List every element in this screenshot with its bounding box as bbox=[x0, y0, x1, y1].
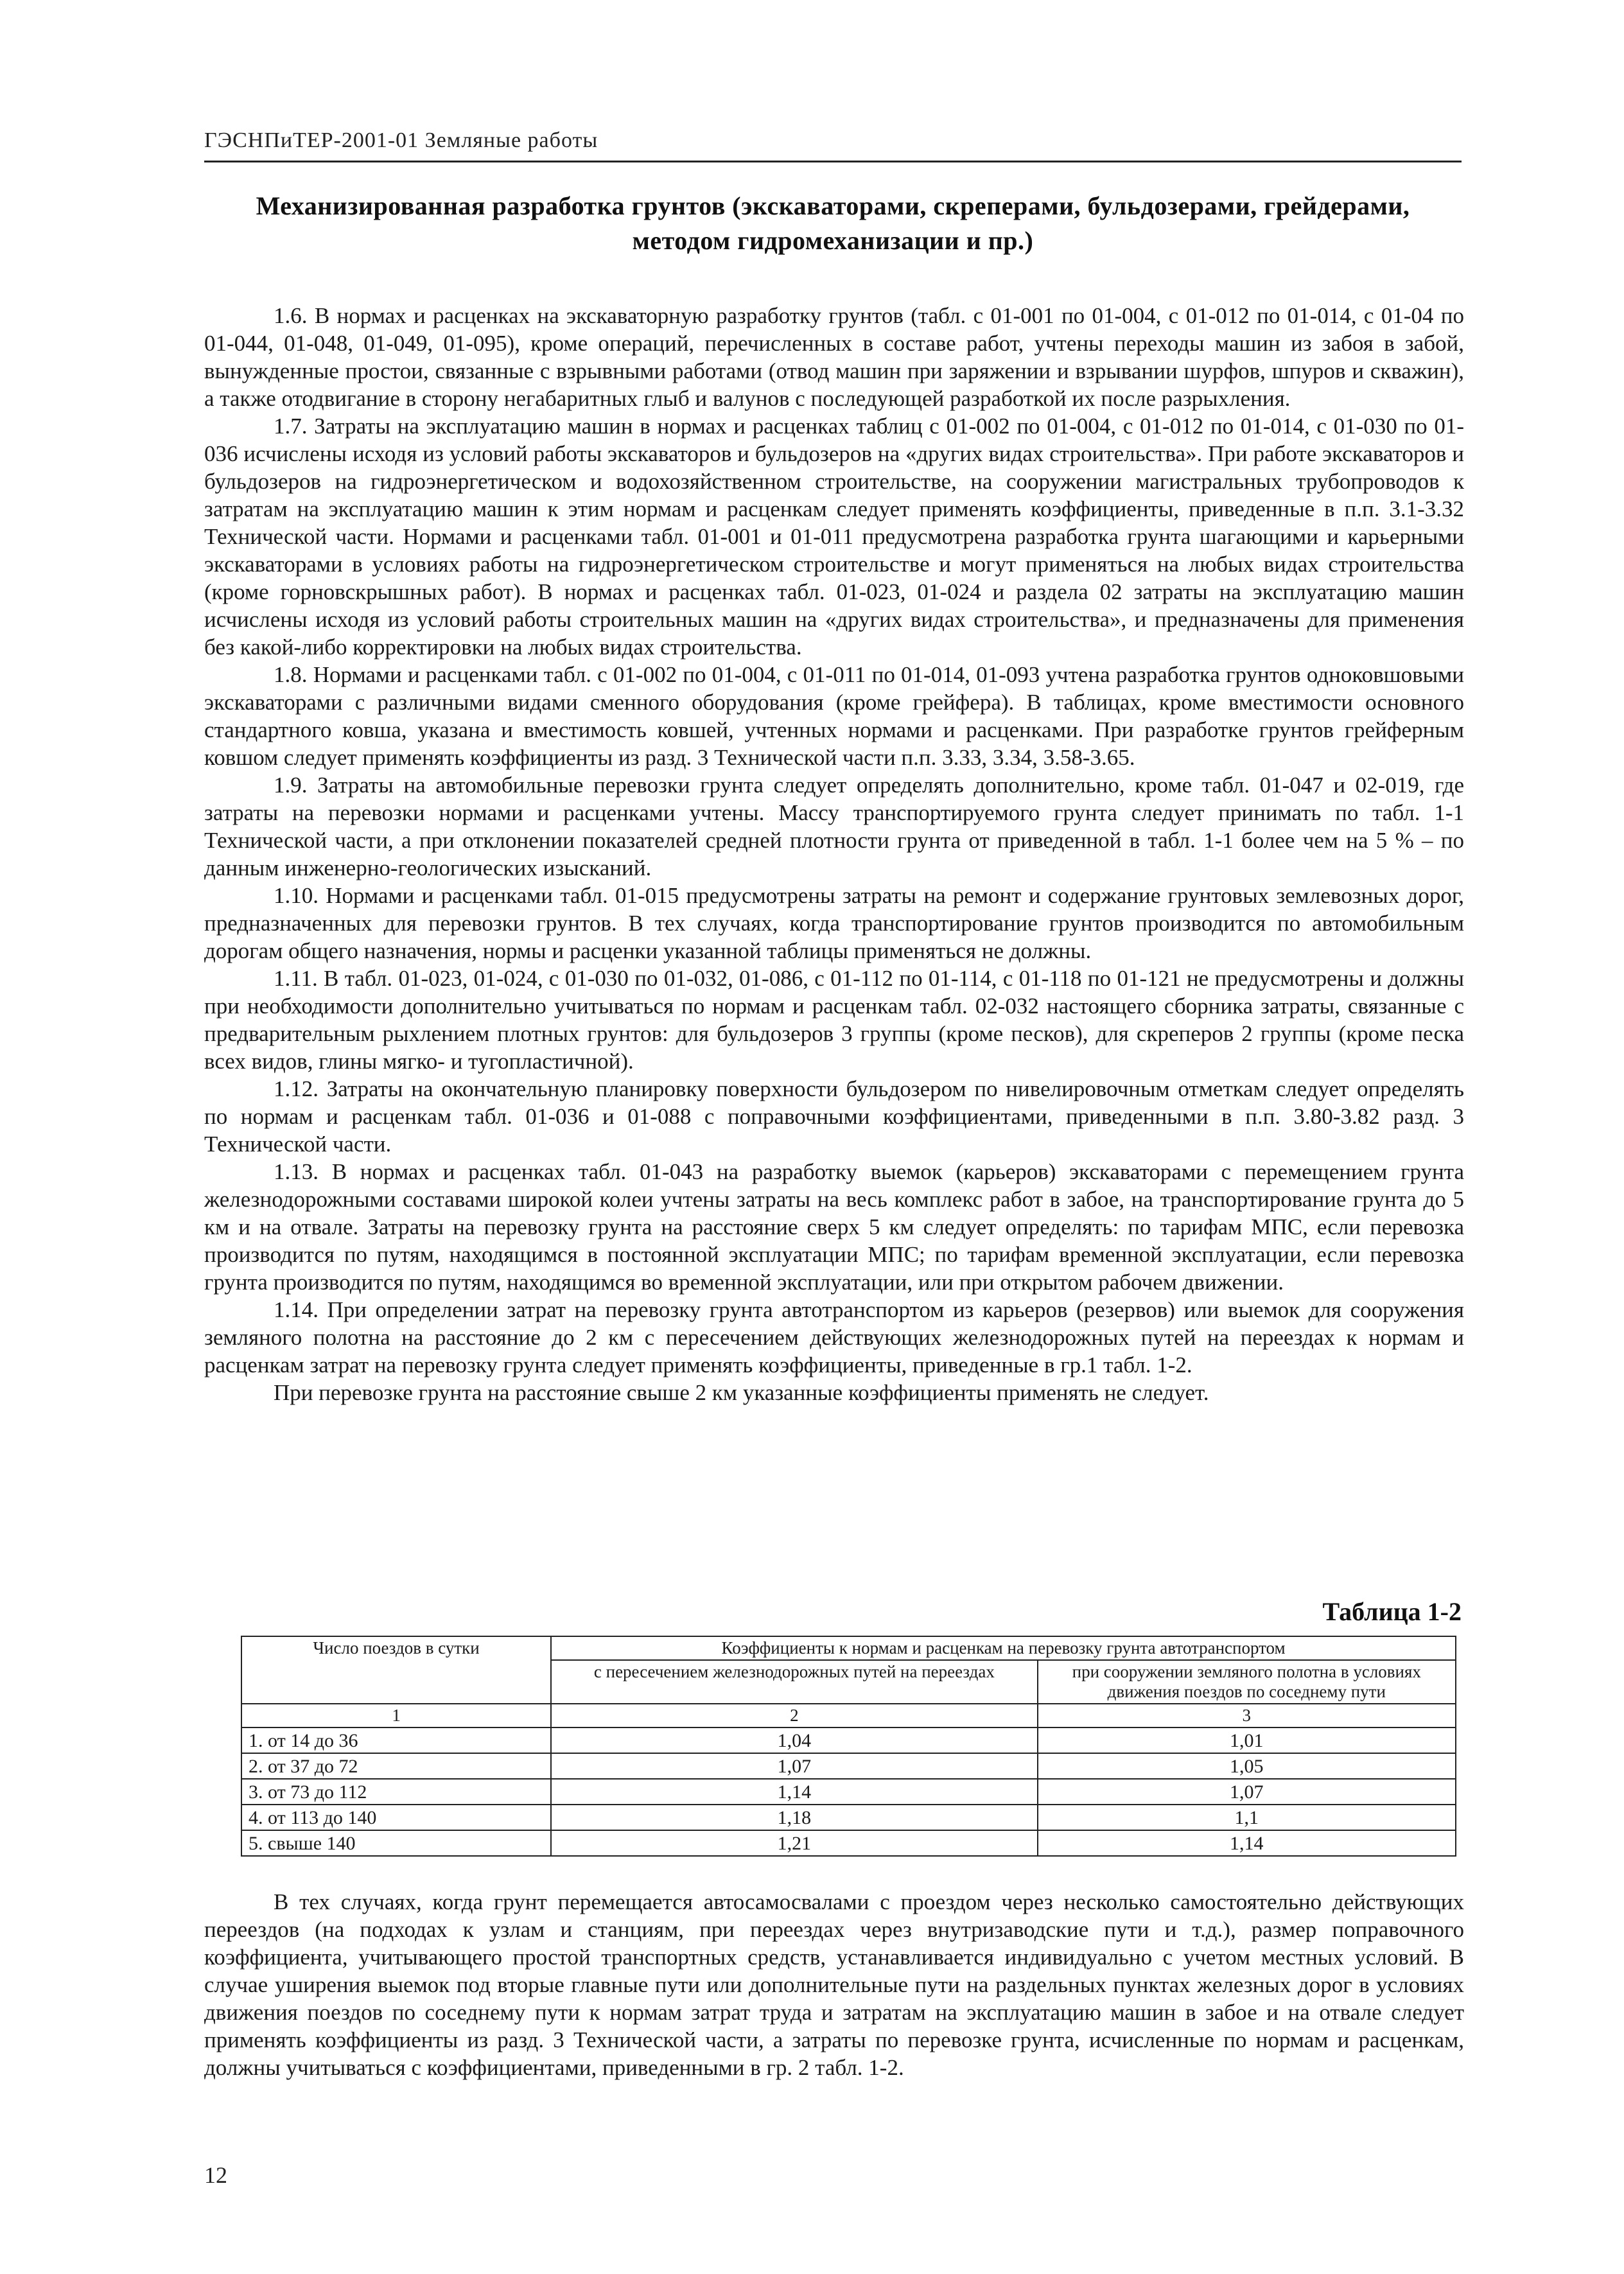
table-row bbox=[241, 1830, 1456, 1856]
row-label: 2. от 37 до 72 bbox=[241, 1753, 551, 1779]
row-coef-adjacent: 1,14 bbox=[1038, 1830, 1456, 1856]
running-header: ГЭСНПиТЕР-2001-01 Земляные работы bbox=[204, 128, 598, 152]
row-label: 3. от 73 до 112 bbox=[241, 1779, 551, 1805]
row-label: 1. от 14 до 36 bbox=[241, 1727, 551, 1753]
body-text bbox=[204, 302, 1464, 1406]
paragraph-1-8: 1.8. Нормами и расценками табл. с 01-002 по 01-004, с 01-011 по 01-014, 01-093 учтена разработка грунтов одноковшовыми экскаваторами с различными видами сменного оборудования (кроме грейфера). В таблицах, кроме вместимости основного стандартного ковша, указана и вместимость ковшей, учтенных нормами и расценками. При разработке грунтов грейферным ковшом следует применять коэффициенты из разд. 3 Технической части п.п. 3.33, 3.34, 3.58-3.65. bbox=[204, 662, 1464, 770]
section-title bbox=[204, 189, 1462, 258]
column-number-2: 2 bbox=[551, 1704, 1037, 1727]
paragraph-multiple-crossings: В тех случаях, когда грунт перемещается автосамосвалами с проездом через несколько самостоятельно действующих переездов (на подходах к узлам и станциям, при переездах через внутризаводские пути и т.д.), размер поправочного коэффициента, учитывающего простой транспортных средств, устанавливается индивидуально с учетом местных условий. В случае уширения выемок под вторые главные пути или дополнительные пути на раздельных пунктах железных дорог в условиях движения поездов по соседнему пути к нормам затрат труда и затратам на эксплуатацию машин в забое и на отвале следует применять коэффициенты из разд. 3 Технической части, а затраты по перевозке грунта, исчисленные по нормам и расценкам, должны учитываться с коэффициентами, приведенными в гр. 2 табл. 1-2. bbox=[204, 1889, 1464, 2080]
row-coef-crossings: 1,14 bbox=[551, 1779, 1037, 1805]
paragraph-distance-note: При перевозке грунта на расстояние свыше 2 км указанные коэффициенты применять не следует. bbox=[274, 1380, 1209, 1405]
table-caption: Таблица 1-2 bbox=[1322, 1597, 1462, 1626]
row-coef-crossings: 1,18 bbox=[551, 1805, 1037, 1830]
paragraph-1-11: 1.11. В табл. 01-023, 01-024, с 01-030 по 01-032, 01-086, с 01-112 по 01-114, с 01-118 по 01-121 не предусмотрены и должны при необходимости дополнительно учитываться по нормам и расценкам табл. 02-032 настоящего сборника затраты, связанные с предварительным рыхлением плотных грунтов: для бульдозеров 3 группы (кроме песков), для скреперов 2 группы (кроме песка всех видов, глины мягко- и тугопластичной). bbox=[204, 966, 1464, 1074]
table-row bbox=[241, 1779, 1456, 1805]
table-row bbox=[241, 1805, 1456, 1830]
section-title-line-2: методом гидромеханизации и пр.) bbox=[632, 226, 1034, 255]
paragraph-1-7: 1.7. Затраты на эксплуатацию машин в нормах и расценках таблиц с 01-002 по 01-004, с 01-012 по 01-014, с 01-030 по 01-036 исчислены исходя из условий работы экскаваторов и бульдозеров на «других видах строительства». При работе экскаваторов и бульдозеров на гидроэнергетическом и водохозяйственном строительстве, на сооружении магистральных трубопроводов к затратам на эксплуатацию машин к этим нормам и расценкам следует применять коэффициенты, приведенные в п.п. 3.1-3.32 Технической части. Нормами и расценками табл. 01-001 и 01-011 предусмотрена разработка грунта шагающими и карьерными экскаваторами в условиях работы на гидроэнергетическом строительстве и могут применяться на любых видах строительства (кроме горновскрышных работ). В нормах и расценках табл. 01-023, 01-024 и раздела 02 затраты на эксплуатацию машин исчислены исходя из условий работы строительных машин на «других видах строительства», и предназначены для применения без какой-либо корректировки на любых видах строительства. bbox=[204, 414, 1464, 660]
table-row bbox=[241, 1727, 1456, 1753]
section-title-line-1: Механизированная разработка грунтов (экскаваторами, скреперами, бульдозерами, грейдерами, bbox=[256, 191, 1410, 220]
row-coef-adjacent: 1,05 bbox=[1038, 1753, 1456, 1779]
header-adjacent-track: при сооружении земляного полотна в условиях движения поездов по соседнему пути bbox=[1038, 1660, 1456, 1704]
row-coef-crossings: 1,04 bbox=[551, 1727, 1037, 1753]
paragraph-1-14: 1.14. При определении затрат на перевозку грунта автотранспортом из карьеров (резервов) или выемок для сооружения земляного полотна на расстояние до 2 км с пересечением действующих железнодорожных путей на переездах к нормам и расценкам затрат на перевозку грунта следует применять коэффициенты, приведенные в гр.1 табл. 1-2. bbox=[204, 1297, 1464, 1378]
page-number: 12 bbox=[204, 2162, 227, 2188]
row-coef-adjacent: 1,01 bbox=[1038, 1727, 1456, 1753]
header-rule bbox=[204, 161, 1462, 162]
table-row bbox=[241, 1753, 1456, 1779]
column-number-3: 3 bbox=[1038, 1704, 1456, 1727]
row-label: 5. свыше 140 bbox=[241, 1830, 551, 1856]
row-coef-adjacent: 1,07 bbox=[1038, 1779, 1456, 1805]
paragraph-1-10: 1.10. Нормами и расценками табл. 01-015 предусмотрены затраты на ремонт и содержание грунтовых землевозных дорог, предназначенных для перевозки грунтов. В тех случаях, когда транспортирование грунтов производится по автомобильным дорогам общего назначения, нормы и расценки указанной таблицы применяться не должны. bbox=[204, 883, 1464, 963]
column-number-1: 1 bbox=[241, 1704, 551, 1727]
row-label: 4. от 113 до 140 bbox=[241, 1805, 551, 1830]
header-coefficients-group: Коэффициенты к нормам и расценкам на перевозку грунта автотранспортом bbox=[551, 1636, 1456, 1660]
table-column-numbers bbox=[241, 1704, 1456, 1727]
after-table-text bbox=[204, 1888, 1464, 2081]
paragraph-1-6: 1.6. В нормах и расценках на экскаваторную разработку грунтов (табл. с 01-001 по 01-004, с 01-012 по 01-014, с 01-04 по 01-044, 01-048, 01-049, 01-095), кроме операций, перечисленных в составе работ, учтены переходы машин из забоя в забой, вынужденные простои, связанные с взрывными работами (отвод машин при заряжении и взрывании шурфов, шпуров и скважин), а также отодвигание в сторону негабаритных глыб и валунов с последующей разработкой их после разрыхления. bbox=[204, 303, 1464, 411]
table-header-row bbox=[241, 1636, 1456, 1660]
paragraph-1-13: 1.13. В нормах и расценках табл. 01-043 на разработку выемок (карьеров) экскаваторами с перемещением грунта железнодорожными составами широкой колеи учтены затраты на весь комплекс работ в забое, на транспортирование грунта до 5 км и на отвале. Затраты на перевозку грунта на расстояние сверх 5 км следует определять: по тарифам МПС, если перевозка производится по путям, находящимся в постоянной эксплуатации МПС; по тарифам временной эксплуатации, если перевозка грунта производится по путям, находящимся во временной эксплуатации, или при открытом рабочем движении. bbox=[204, 1159, 1464, 1295]
header-trains-per-day: Число поездов в сутки bbox=[241, 1636, 551, 1704]
paragraph-1-9: 1.9. Затраты на автомобильные перевозки грунта следует определять дополнительно, кроме табл. 01-047 и 02-019, где затраты на перевозки нормами и расценками учтены. Массу транспортируемого грунта следует принимать по табл. 1-1 Технической части, а при отклонении показателей средней плотности грунта от приведенной в табл. 1-1 более чем на 5 % – по данным инженерно-геологических изысканий. bbox=[204, 773, 1464, 880]
coefficients-table bbox=[241, 1636, 1456, 1857]
row-coef-adjacent: 1,1 bbox=[1038, 1805, 1456, 1830]
row-coef-crossings: 1,07 bbox=[551, 1753, 1037, 1779]
row-coef-crossings: 1,21 bbox=[551, 1830, 1037, 1856]
paragraph-1-12: 1.12. Затраты на окончательную планировку поверхности бульдозером по нивелировочным отметкам следует определять по нормам и расценкам табл. 01-036 и 01-088 с поправочными коэффициентами, приведенными в п.п. 3.80-3.82 разд. 3 Технической части. bbox=[204, 1076, 1464, 1157]
header-with-crossings: с пересечением железнодорожных путей на переездах bbox=[551, 1660, 1037, 1704]
